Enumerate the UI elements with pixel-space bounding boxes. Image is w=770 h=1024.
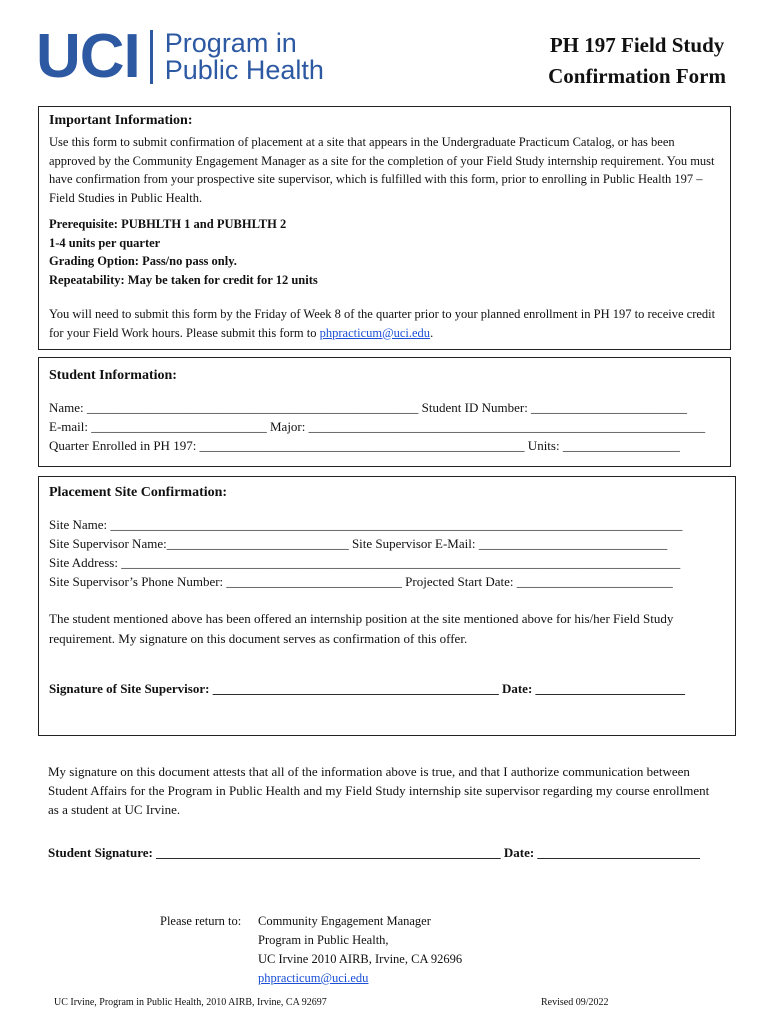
student-signature-row[interactable]: Student Signature: _____________________________________________________ Date: _________________________ [48, 845, 700, 860]
email-major-row[interactable]: E-mail: ___________________________ Major: _____________________________________________________________ [49, 419, 706, 434]
logo-line2: Public Health [164, 55, 324, 85]
supervisor-name-email-row[interactable]: Site Supervisor Name:____________________________ Site Supervisor E-Mail: _____________________________ [49, 536, 668, 551]
logo-divider [150, 30, 153, 84]
placement-confirmation-box [38, 476, 736, 736]
offer-statement: The student mentioned above has been offered an internship position at the site mentioned above for his/her Field Study requirement. My signature on this document serves as confirmation of this offer. [49, 611, 674, 646]
deadline-paragraph [49, 305, 721, 342]
important-info-box [38, 106, 731, 350]
return-email-link[interactable]: phpracticum@uci.edu [258, 971, 369, 985]
return-label: Please return to: [160, 914, 242, 928]
logo-line1: Program in [164, 28, 297, 58]
units-text: 1-4 units per quarter [49, 235, 161, 250]
site-name-row[interactable]: Site Name: ________________________________________________________________________________________ [49, 517, 683, 532]
deadline-end: . [430, 325, 434, 340]
uci-logo [36, 22, 324, 91]
supervisor-signature-row[interactable] [49, 679, 685, 698]
title-line2: Confirmation Form [548, 64, 726, 88]
name-id-row[interactable]: Name: ___________________________________________________ Student ID Number: ________________________ [49, 400, 688, 415]
supervisor-signature-line[interactable]: : ____________________________________________ Date: _______________________ [205, 681, 686, 696]
important-heading: Important Information: [49, 113, 193, 128]
important-paragraph: Use this form to submit confirmation of placement at a site that appears in the Undergraduate Practicum Catalog, or has been approved by the Community Engagement Manager as a site for the completion of your Field Study internship requirement. You must have confirmation from your prospective site supervisor, which is fulfilled with this form, prior to enrolling in Public Health 197 – Field Studies in Public Health. [49, 135, 715, 205]
return-line1: Community Engagement Manager [258, 914, 431, 928]
quarter-units-row[interactable]: Quarter Enrolled in PH 197: __________________________________________________ Units: __________________ [49, 438, 680, 453]
footer-revised: Revised 09/2022 [541, 997, 609, 1008]
deadline-text: You will need to submit this form by the Friday of Week 8 of the quarter prior to your planned enrollment in PH 197 to receive credit for your Field Work hours. Please submit this form to [49, 307, 716, 340]
student-info-heading: Student Information: [49, 368, 177, 383]
requirements-list [49, 215, 721, 289]
attestation-text: My signature on this document attests that all of the information above is true, and that I authorize communication between Student Affairs for the Program in Public Health and my Field Study internship site supervisor regarding my course enrollment as a student at UC Irvine. [48, 764, 710, 817]
supervisor-signature-label: Signature of Site Supervisor [49, 681, 206, 696]
return-line3: UC Irvine 2010 AIRB, Irvine, CA 92696 [258, 952, 463, 966]
logo-program-text [165, 30, 324, 84]
placement-heading: Placement Site Confirmation: [49, 485, 228, 500]
title-line1: PH 197 Field Study [549, 33, 725, 57]
form-title [548, 30, 726, 92]
prerequisite-text: Prerequisite: PUBHLTH 1 and PUBHLTH 2 [49, 217, 287, 231]
return-address [258, 912, 462, 988]
repeatability-text: Repeatability: May be taken for credit for 12 units [49, 272, 318, 287]
logo-uci-text: UCI [36, 22, 140, 91]
site-address-row[interactable]: Site Address: ______________________________________________________________________________________ [49, 555, 681, 570]
practicum-email-link[interactable]: phpracticum@uci.edu [319, 325, 431, 340]
return-line2: Program in Public Health, [258, 933, 389, 947]
grading-text: Grading Option: Pass/no pass only. [49, 254, 237, 268]
student-info-box [38, 357, 731, 467]
phone-start-date-row[interactable]: Site Supervisor’s Phone Number: ___________________________ Projected Start Date: ________________________ [49, 574, 673, 589]
footer-address: UC Irvine, Program in Public Health, 2010 AIRB, Irvine, CA 92697 [54, 997, 327, 1008]
